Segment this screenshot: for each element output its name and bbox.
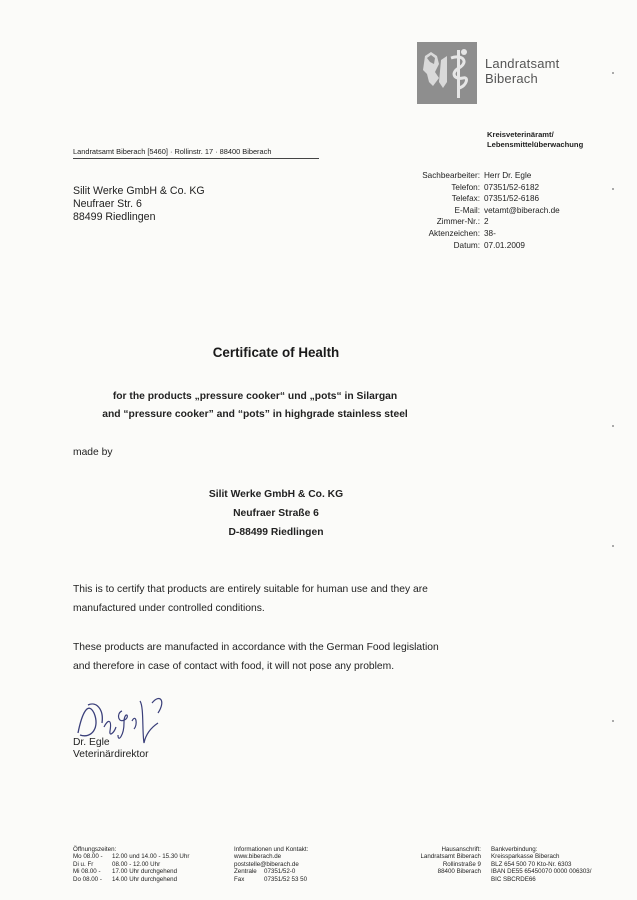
contact-info-block	[386, 170, 560, 251]
info-row	[386, 193, 560, 205]
hours-time: 17.00 Uhr durchgehend	[112, 868, 178, 876]
info-row	[386, 182, 560, 194]
fold-mark	[612, 545, 614, 547]
address-line: 88400 Biberach	[437, 868, 481, 876]
hours-day: Mo 08.00 -	[73, 853, 103, 861]
bank-title: Bankverbindung:	[491, 846, 538, 853]
manufacturer-address	[0, 485, 552, 542]
contact-phone-row	[234, 868, 308, 875]
address-title: Hausanschrift:	[441, 846, 481, 853]
office-name	[485, 56, 559, 86]
address-line: Rollinstraße 9	[442, 860, 481, 868]
paragraph-line: manufactured under controlled conditions.	[73, 603, 265, 614]
info-label: Aktenzeichen:	[428, 228, 480, 238]
footer-contact	[234, 846, 308, 883]
info-label: Zimmer-Nr.:	[436, 217, 480, 227]
recipient-line1: Silit Werke GmbH & Co. KG	[73, 185, 205, 197]
eagle-staff-icon	[417, 42, 477, 104]
info-label: E-Mail:	[454, 205, 480, 215]
info-value: 07.01.2009	[484, 240, 525, 250]
hours-day: Mi 08.00 -	[73, 868, 101, 876]
hours-day: Do 08.00 -	[73, 875, 102, 883]
info-value: 38-	[484, 228, 496, 238]
fold-mark	[612, 720, 614, 722]
info-label: Sachbearbeiter:	[422, 171, 480, 180]
contact-email-link[interactable]: poststelle@biberach.de	[234, 860, 299, 868]
info-label: Datum:	[453, 240, 480, 250]
recipient-address	[73, 185, 205, 224]
contact-web-link[interactable]: www.biberach.de	[234, 853, 282, 861]
hours-title: Öffnungszeiten:	[73, 846, 117, 853]
info-value: vetamt@biberach.de	[484, 205, 560, 215]
contact-title: Informationen und Kontakt:	[234, 846, 309, 853]
contact-fax-row	[234, 876, 308, 883]
sender-address-line: Landratsamt Biberach [5460] · Rollinstr. 17 · 88400 Biberach	[73, 147, 319, 159]
info-row	[386, 170, 560, 182]
signer-title: Veterinärdirektor	[73, 749, 149, 760]
subtitle-line1: for the products „pressure cooker“ und „pots“ in Silargan	[112, 391, 398, 402]
info-label: Telefax:	[451, 194, 480, 204]
department-line1: Kreisveterinäramt/	[487, 130, 554, 139]
legislation-paragraph	[73, 638, 493, 676]
info-row	[386, 228, 560, 240]
bank-line: BLZ 654 500 70 Kto-Nr. 6303	[491, 860, 572, 868]
company-name: Silit Werke GmbH & Co. KG	[208, 489, 344, 500]
fold-mark	[612, 425, 614, 427]
department-heading	[487, 130, 583, 150]
hours-row	[73, 876, 189, 883]
fold-mark	[612, 72, 614, 74]
info-row	[386, 216, 560, 228]
footer-opening-hours	[73, 846, 189, 883]
signer-name: Dr. Egle	[73, 737, 110, 748]
footer-address	[384, 846, 481, 876]
hours-time: 14.00 Uhr durchgehend	[112, 875, 178, 883]
hours-day: Di u. Fr	[73, 860, 94, 868]
footer-bank	[491, 846, 591, 883]
paragraph-line: This is to certify that products are entirely suitable for human use and they are	[73, 584, 428, 595]
info-value: 2	[484, 217, 489, 227]
fold-mark	[612, 188, 614, 190]
bank-line: BIC SBCRDE66	[491, 875, 536, 883]
department-line2: Lebensmittelüberwachung	[487, 140, 584, 149]
hours-row	[73, 861, 189, 868]
company-city: D-88499 Riedlingen	[228, 527, 324, 538]
bank-line: Kreissparkasse Biberach	[491, 853, 560, 861]
contact-fax-label: Fax	[234, 875, 245, 883]
office-line1: Landratsamt	[485, 56, 560, 71]
info-label: Telefon:	[451, 182, 480, 192]
paragraph-line: and therefore in case of contact with food, it will not pose any problem.	[73, 661, 395, 672]
coat-of-arms-logo	[417, 42, 477, 104]
office-line2: Biberach	[485, 71, 538, 86]
hours-row	[73, 853, 189, 860]
info-value: 07351/52-6186	[484, 194, 540, 204]
recipient-line2: Neufraer Str. 6	[73, 198, 142, 210]
certification-paragraph	[73, 580, 493, 618]
document-title: Certificate of Health	[212, 345, 340, 360]
address-line: Landratsamt Biberach	[420, 853, 481, 861]
signer-block	[73, 737, 149, 761]
info-value: Herr Dr. Egle	[484, 171, 532, 180]
hours-row	[73, 868, 189, 875]
recipient-line3: 88499 Riedlingen	[73, 211, 156, 223]
hours-time: 08.00 - 12.00 Uhr	[112, 860, 161, 868]
subtitle-line2: and “pressure cooker” and “pots” in highgrade stainless steel	[102, 409, 408, 420]
info-value: 07351/52-6182	[484, 182, 540, 192]
info-row	[386, 205, 560, 217]
company-street: Neufraer Straße 6	[233, 508, 319, 519]
contact-phone-label: Zentrale	[234, 868, 257, 876]
made-by-label: made by	[73, 447, 113, 458]
contact-phone: 07351/52-0	[264, 868, 296, 876]
hours-time: 12.00 und 14.00 - 15.30 Uhr	[112, 853, 190, 861]
bank-line: IBAN DE55 65450070 0000 006303/	[491, 868, 592, 876]
info-row	[386, 240, 560, 252]
document-subtitle	[0, 388, 510, 424]
paragraph-line: These products are manufacted in accordance with the German Food legislation	[73, 642, 439, 653]
contact-fax: 07351/52 53 50	[264, 875, 308, 883]
